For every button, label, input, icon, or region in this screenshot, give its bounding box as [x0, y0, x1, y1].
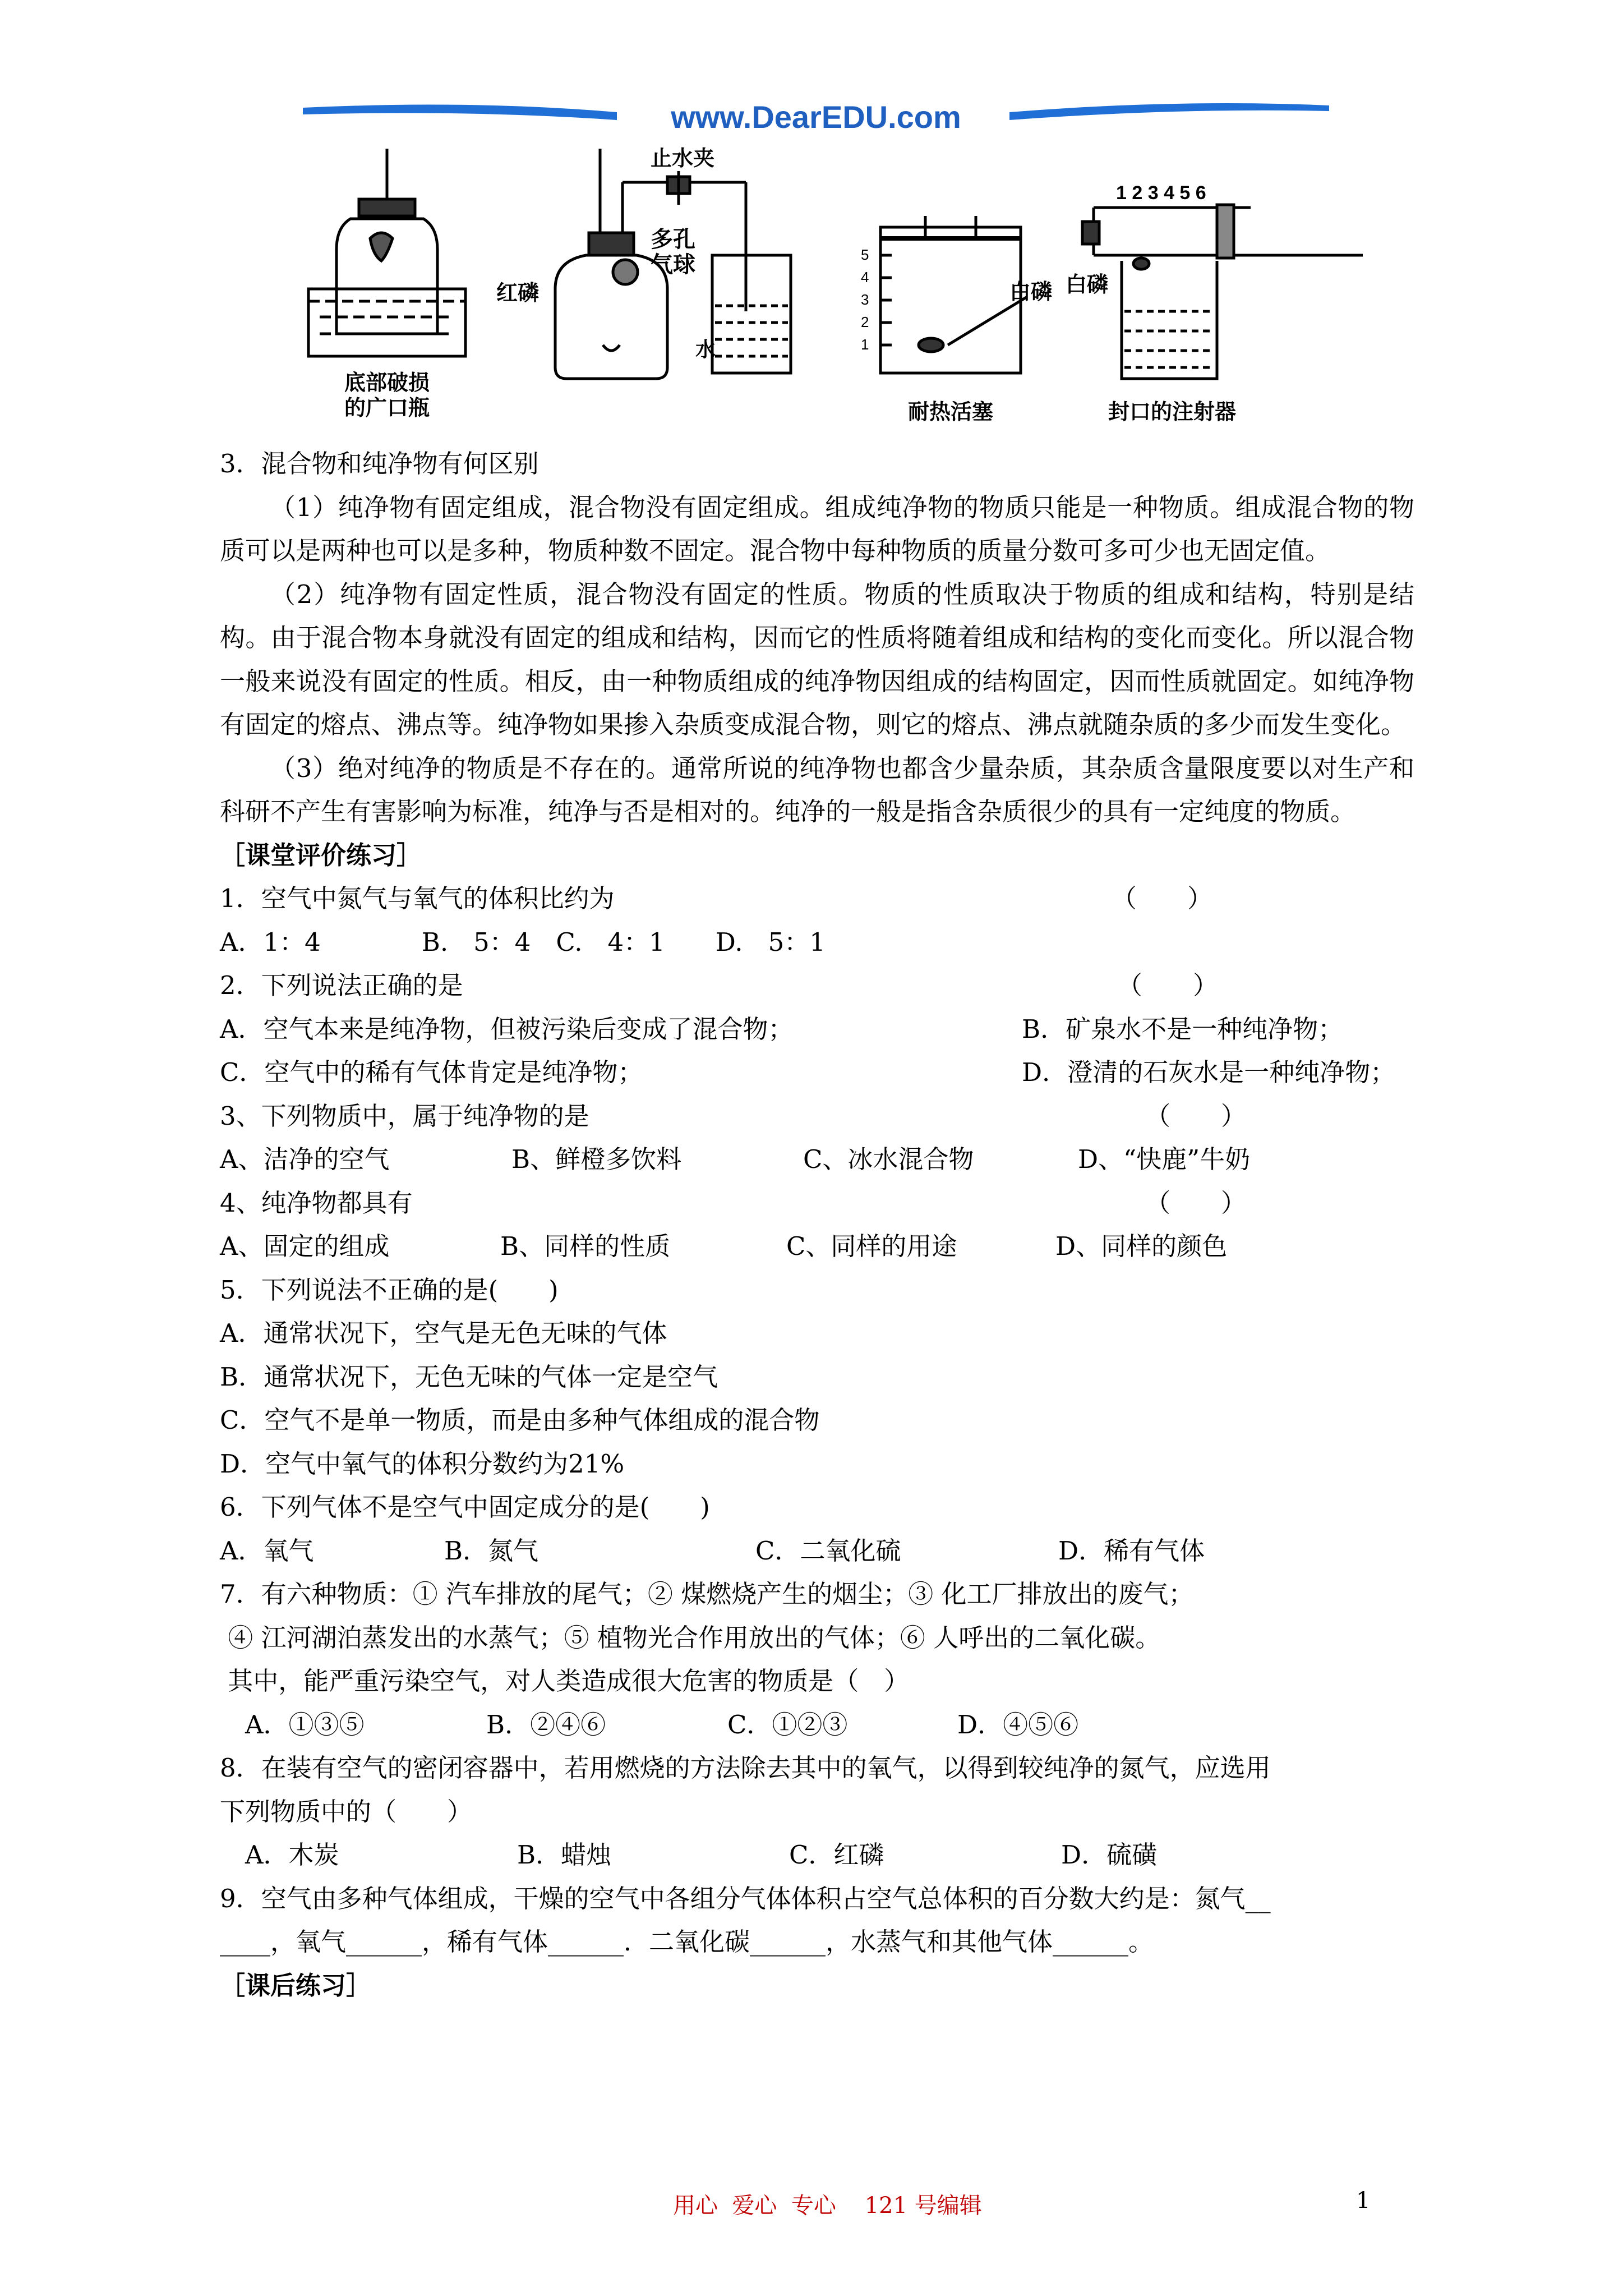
- q5-option-b: B．通常状况下，无色无味的气体一定是空气: [220, 1361, 718, 1392]
- q1-stem-text: 1．空气中氮气与氧气的体积比约为: [220, 884, 615, 913]
- after-class-section-title: ［课后练习］: [220, 1970, 372, 2000]
- question-7-stem-2: ④ 江河湖泊蒸发出的水蒸气；⑤ 植物光合作用放出的气体；⑥ 人呼出的二氧化碳。: [220, 1622, 1161, 1653]
- fig2-redp-label: 红磷: [496, 282, 540, 305]
- question-8-stem-1: 8．在装有空气的密闭容器中，若用燃烧的方法除去其中的氧气，以得到较纯净的氮气，应选用: [220, 1753, 1271, 1783]
- figures-svg: [297, 143, 1363, 435]
- question-6-options: [220, 1529, 1414, 1573]
- q4-option-d: D、同样的颜色: [1055, 1231, 1228, 1261]
- question-7-stem-3: 其中，能严重污染空气，对人类造成很大危害的物质是（ ）: [220, 1666, 910, 1696]
- site-url: www.DearEDU.com: [671, 99, 961, 135]
- fig3-caption: 耐热活塞: [907, 401, 994, 424]
- q2-option-c: C．空气中的稀有气体肯定是纯净物；: [220, 1057, 643, 1087]
- q6-option-b: B．氮气: [444, 1535, 539, 1566]
- question-3-options: [220, 1138, 1414, 1181]
- q7-option-d: D．④⑤⑥: [957, 1709, 1079, 1740]
- fig3-scale-2: 2: [861, 314, 869, 330]
- question-8-options: [220, 1833, 1414, 1877]
- document-body: [220, 442, 1414, 2007]
- fig2-balloon-label-2: 气球: [651, 252, 695, 277]
- figure-sealed-syringe: [1082, 205, 1363, 379]
- q6-option-a: A．氧气: [220, 1535, 314, 1566]
- q1-answer-bracket: （ ）: [1111, 884, 1212, 913]
- question-9-stem-1: 9．空气由多种气体组成，干燥的空气中各组分气体体积占空气总体积的百分数大约是：氮气__: [220, 1883, 1271, 1913]
- fig3-scale-4: 4: [861, 269, 869, 286]
- question-7-stem-1: 7．有六种物质：① 汽车排放的尾气；② 煤燃烧产生的烟尘；③ 化工厂排放出的废气；: [220, 1579, 1194, 1609]
- q3-option-d: D、“快鹿”牛奶: [1078, 1144, 1251, 1174]
- fig2-water-label: 水: [695, 338, 716, 361]
- figure-broken-jar: [308, 149, 465, 356]
- q8-option-b: B．蜡烛: [517, 1840, 612, 1870]
- q7-option-c: C．①②③: [727, 1709, 848, 1740]
- q4-option-a: A、固定的组成: [220, 1231, 390, 1261]
- q6-option-c: C．二氧化硫: [755, 1535, 901, 1566]
- q5-option-a: A．通常状况下，空气是无色无味的气体: [220, 1318, 667, 1348]
- q3-option-b: B、鲜橙多饮料: [511, 1144, 682, 1174]
- fig3-scale-1: 1: [861, 336, 869, 353]
- q4-answer-bracket: （ ）: [1145, 1188, 1246, 1218]
- q4-stem-text: 4、纯净物都具有: [220, 1188, 413, 1218]
- q3-answer-bracket: （ ）: [1145, 1101, 1246, 1131]
- q3-option-c: C、冰水混合物: [803, 1144, 974, 1174]
- page-footer: [0, 2188, 1623, 2221]
- section3-paragraph-1: （1）纯净物有固定组成，混合物没有固定组成。组成纯净物的物质只能是一种物质。组成混合物的物质可以是两种也可以是多种，物质种数不固定。混合物中每种物质的质量分数可多可少也无固定值。: [220, 492, 1414, 565]
- q7-option-a: A．①③⑤: [245, 1709, 365, 1740]
- fig4-whitep-label: 白磷: [1066, 273, 1109, 297]
- fig4-scale: 1 2 3 4 5 6: [1116, 182, 1206, 204]
- question-1-options: A．1：4 B. 5：4 C. 4：1 D. 5：1: [220, 927, 826, 957]
- fig3-whitep-label: 白磷: [1009, 280, 1053, 304]
- question-2-options-cd: [220, 1051, 1414, 1094]
- q8-option-a: A．木炭: [245, 1840, 339, 1870]
- question-6-stem: 6．下列气体不是空气中固定成分的是( ): [220, 1492, 710, 1522]
- figure-piston-cylinder: [880, 216, 1026, 373]
- question-4-options: [220, 1225, 1414, 1268]
- site-header-banner: [303, 95, 1329, 146]
- section3-title: 3．混合物和纯净物有何区别: [220, 449, 539, 478]
- section3-paragraph-3: （3）绝对纯净的物质是不存在的。通常所说的纯净物也都含少量杂质，其杂质含量限度要以对生产和科研不产生有害影响为标准，纯净与否是相对的。纯净的一般是指含杂质很少的具有一定纯度的物质。: [220, 753, 1414, 826]
- q2-option-d: D．澄清的石灰水是一种纯净物；: [1022, 1057, 1396, 1087]
- q2-option-b: B．矿泉水不是一种纯净物；: [1022, 1014, 1344, 1044]
- question-7-options: [220, 1703, 1414, 1747]
- q8-option-d: D．硫磺: [1061, 1840, 1158, 1870]
- question-3-stem: [220, 1094, 1414, 1138]
- question-9-stem-2: ____，氧气______，稀有气体______．二氧化碳______，水蒸气和其他气体______。: [220, 1927, 1154, 1957]
- q7-option-b: B．②④⑥: [486, 1709, 606, 1740]
- fig3-scale-3: 3: [861, 291, 869, 308]
- experiment-figures: [297, 143, 1363, 435]
- q2-answer-bracket: （ ）: [1117, 970, 1218, 1000]
- question-1-stem: [220, 877, 1414, 921]
- fig1-caption-line1: 底部破损: [344, 371, 430, 395]
- page-number: 1: [1356, 2188, 1371, 2214]
- footer-slogan: 用心 爱心 专心 121 号编辑: [673, 2193, 982, 2219]
- question-2-options-ab: [220, 1007, 1414, 1051]
- question-4-stem: [220, 1181, 1414, 1225]
- q3-stem-text: 3、下列物质中，属于纯净物的是: [220, 1101, 589, 1131]
- fig2-balloon-label-1: 多孔: [651, 227, 695, 252]
- q2-option-a: A．空气本来是纯净物，但被污染后变成了混合物；: [220, 1014, 794, 1044]
- q8-option-c: C．红磷: [789, 1840, 884, 1870]
- practice-section-title: ［课堂评价练习］: [220, 840, 422, 870]
- q5-option-d: D．空气中氧气的体积分数约为21%: [220, 1448, 625, 1479]
- q5-option-c: C．空气不是单一物质，而是由多种气体组成的混合物: [220, 1405, 820, 1435]
- q6-option-d: D．稀有气体: [1058, 1535, 1205, 1566]
- question-2-stem: [220, 964, 1414, 1007]
- q2-stem-text: 2．下列说法正确的是: [220, 970, 463, 1000]
- q3-option-a: A、洁净的空气: [220, 1144, 390, 1174]
- fig4-caption: 封口的注射器: [1108, 401, 1237, 424]
- question-8-stem-2: 下列物质中的（ ）: [220, 1796, 473, 1826]
- q4-option-b: B、同样的性质: [500, 1231, 671, 1261]
- question-5-stem: 5．下列说法不正确的是( ): [220, 1274, 559, 1305]
- fig3-scale-5: 5: [861, 246, 869, 263]
- q4-option-c: C、同样的用途: [786, 1231, 957, 1261]
- header-swoosh: [303, 95, 1329, 146]
- fig2-clamp-label: 止水夹: [651, 147, 715, 171]
- fig1-caption-line2: 的广口瓶: [344, 397, 430, 420]
- section3-paragraph-2: （2）纯净物有固定性质，混合物没有固定的性质。物质的性质取决于物质的组成和结构，特别是结构。由于混合物本身就没有固定的组成和结构，因而它的性质将随着组成和结构的变化而变化。所以混合物一般来说没有固定的性质。相反，由一种物质组成的纯净物因组成的结构固定，因而性质就固定。如纯净物有固定的熔点、沸点等。纯净物如果掺入杂质变成混合物，则它的熔点、沸点就随杂质的多少而发生变化。: [220, 579, 1414, 739]
